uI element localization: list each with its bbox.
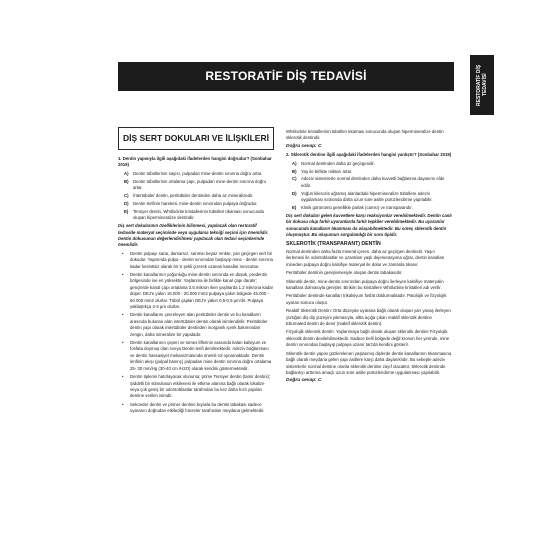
bullet-item: • Dentin kanallarının yoğunluğu mine-dentin sınırında en düşük, predentin bölgesinde ise en yüksektir. Yaşlanma ile birlikte kanal çapı daralır; gençlerde kanal çapı ortalama 3.5 mikron iken yaşlılarda 1.2 mikrona kadar düşer. DEJ'e yakın 15.000 - 20.000 mm2 pulpaya yakın bölgede 45.000 - 60.000 mm2 olurlar. Tübül çapları DEJ'e yakın 0,5-0,9 µm'dir. Pulpaya yaklaştıkça 2-3 µm olurlar. [118,272,274,310]
paragraph: Fizyolojik sklerotik dentin: Yaşlanmaya bağlı olarak oluşan sklerotik dentine Fizyolojik sklerotik dentin denilebilmektedir. Sadece belli bölgede değil kronun her yerinde, mine dentin sınırından başlayıp pulpaya uzanır tarzda kendini gösterir. [286,329,450,348]
bullet-item: • Dentin kanallarının çeperi ve tomes liflerinin arasında kalan kalsiyum ve fosfata doymuş olan sıvıya Dentin lenfi denilmektedir. Adezív bağlanması ve dentin hassasiyet mekanizmasında önemli rol oynamaktadır. Dentin lenfinin akışı (pulpal basınç) pulpadan mine dentin sınırına doğru ortalama 25- 30 mm/Hg (30-40 cm /H2O) olarak kendini göstermektedir. [118,340,274,372]
paragraph: Reaktif Sklerotik Dentin: Orta düzeyde uyarana bağlı olarak oluşan yarı yavaş ilerleyen çürüğün diş diş yüzeyini yıkmasıyla, altta açığa çıkan reaktif sklerotik dentine Eburnated dentin de denir (reaktif sklerotik dentin). [286,308,451,327]
note-1: Diş sert dokularının özelliklerinin bilinmesi, yapılacak olan restoratif tedavide materyal seçiminde veya uygulama tekniği seçimi için önemlidir. Dentin dokusunun değerlendirilmesi yapılacak olan tedavi seçimlerinde önemlidir. [118,223,269,248]
q2-option-c: C) Adeziv sistemlerle normal dentinden daha kuvvetli bağlanma dayanımı elde edilir. [292,176,445,188]
note-2: Diş sert dokuları gelen kuvvetlere karşı reaksiyonlar verebilmektedir. Dentin canlı bir dokusu olup farklı uyaranlarda farklı tepkiler verebilmektedir. Bu uyaranlar sonucunda kanalların tıkanması da oluşabilmektedir. Bu süreç sklerotik dentin oluşmuştur. Bu oluşumun sorgulandığı bir soru tipidir. [286,212,452,238]
q1-option-c: C) İntertübüler dentin, peritübüler dentinden daha az mineralizedir. [124,193,254,199]
section-title: DİŞ SERT DOKULARI VE İLİŞKİLERİ [118,127,274,150]
q2-option-d: D) Yoğun kilerozis uğramış alanlardaki hipermineralize tübüllere adeziv uygulaması sırasında daha uzun süre asitle pürüzlendirme yapılabilir. [292,190,433,203]
sclerotic-heading: SKLEROTİK (TRANSPARANT) DENTİN [286,240,381,247]
right-column [286,129,452,387]
q2-option-e: E) Klinik görünümü genellikle parlak (camsı) ve transparandır. [292,205,413,211]
left-column [118,156,274,417]
q1-option-e: E) Tersiyer dentin, Whitlockite kristallerinin tübülleri tıkaması sonucunda oluşan hipermineralize dentindir. [124,208,264,221]
bullet-item: • Dentin pulpayı sarar, damarsız, sarımsı beyaz renkte, yarı geçirgen sert bir dokudur. Yapısında pulpa - dentin sınırından başlayıp mine - dentin sınırına kadar kesintisiz olarak bir S şekli çizerek uzanan kanallar mevcuttur. [118,251,274,270]
paragraph: Sklerotik dentin, mine-dentin sınırından pulpaya doğru ilerleyen kalsifiye materyalin kanallara dolmasıyla genişler. Birikim bu kristallere Whitlockite kristalleri adı verilir. [286,278,444,291]
paragraph: Peritübüler dentinin genişlemesiyle oluşan dentin tabakasıdır. [286,270,403,276]
q1-option-a: A) Dentin tübüllerinin sayısı, pulpadan mine-dentin sınırına doğru artar. [124,170,263,176]
bullet-item: • Dentin tiplerini hatırlayacak olunursa; prime Tersiyer dentin (tamir dentini); Şiddetli bir stimulusun etkilenesi ile etkime alanına bağlı olarak lokalize veya çok geniş bir odontoblastlar tarafından bu kez daha hızlı yapılan dentine verilen isimdir. [118,374,274,400]
chapter-banner: RESTORATİF DİŞ TEDAVİSİ [118,62,454,91]
question-2: 2. Sklerotik dentine ilgili aşağıdaki ifadelerden hangisi yanlıştır? (Sonbahar 2019) [286,152,452,158]
answer-1: Doğru cevap: C [286,143,322,149]
q2-option-b: B) Yaş ile birlikte miktarı artar. [292,168,353,174]
question-1: 1. Dentin yapısıyla ilgili aşağıdaki ifadelerden hangisi doğrudur? (Sonbahar 2019) [118,156,272,168]
paragraph: Peritübüler dentinde kanalları trikalsiyum fosfat doldurmaktadır. Patolojik ve fizyolojik uyaran sonucu oluşur. [286,293,447,305]
bullet-item: • Dentin kanallarını çevreleyen alan peritübüler dentin ve bu kanalların arasında bulunan alan intertübüler dentin olarak isimlendirilir. Peritübüler dentin yapı olarak intertübüler dentinden inorganik içerik bakımından zengin, daha mineralize bir yapıdadır. [118,312,274,338]
paragraph: Normal dentinden daha fazla mineral içeren, daha az geçirgen dentindir. Yaşın ilerlemesi ile odontoblastlar ve uzantıları yaşlı dejenerasyona uğrar, dentin kanalları mineden pulpaya doğru kalsifiye materyal ile dolar ve zamanla tıkanır. [286,249,445,267]
bullet-item: • Sekonder dentin ve primer dentine kıyasla bu dentin tabakası sadece uyaranın doğrudan etkilediği hücreler tarafından meydana gelmektedir. [118,402,274,415]
q2-option-a: A) Normal dentinden daha az geçirgendir. [292,160,375,166]
side-chapter-tab: RESTORATİF DİŞ TEDAVİSİ [470,55,494,115]
q1-option-b: B) Dentin tübüllerinin ortalama çapı, pulpadan mine-dentin sınırına doğru artar. [124,178,267,191]
right-intro: Whitlockite kristallerinin tübülleri tıkaması sonucunda oluşan hipermineralize dentin sklerotik dentindir. [286,129,444,141]
q1-option-d: D) Dentin lenfinin hareketi, mine-dentin sınırından pulpaya doğrudur. [124,200,258,206]
paragraph: Sklerotik dentin yapısı gözlemlenen yaşlanmış dişlerde dentin kanallarının tıkanmasına bağlı olarak meydana gelen yapı asitlere karşı daha dayanıklıdır. Bu sebeple adeziv sistemlerle normal dentine oranla sklerotik dentine zayıf olacaktır. Sklerotik dentinde bağlantıyı arttırma amaçlı uzun süre asitle pürüzlendirme uygulanması yapılabilir. [286,350,452,375]
answer-2: Doğru cevap: C [286,378,322,384]
